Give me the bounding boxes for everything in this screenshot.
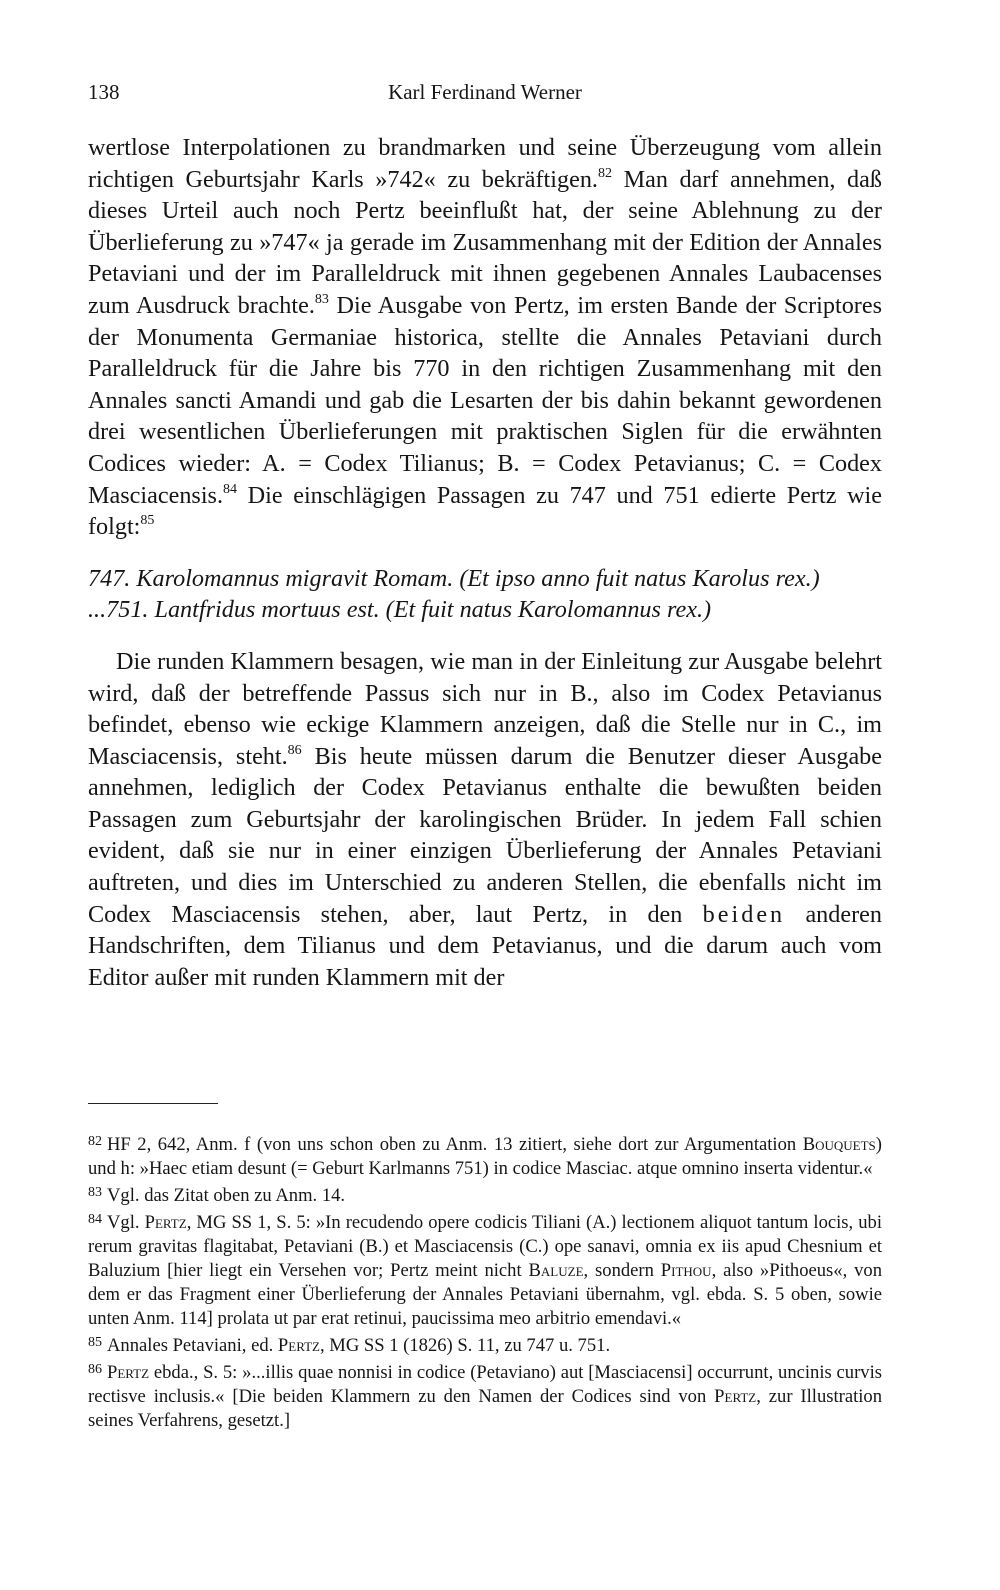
footnote-ref-82: 82 <box>597 164 612 181</box>
author-name: Baluze <box>528 1260 584 1282</box>
footnote-ref-86: 86 <box>287 741 302 758</box>
paragraph-1 <box>88 132 882 543</box>
author-name: Pithou <box>660 1260 712 1282</box>
text-run: ebda., S. 5: »...illis quae nonnisi in codice (Petaviano) aut [Masciacensi] occurrunt, uncinis curvis rectisve inclusis.« [Die beiden Klammern zu den Namen der Codices sind von <box>88 1362 882 1408</box>
paragraph-2 <box>88 646 882 994</box>
text-run: anderen Handschriften, dem Tilianus und dem Petavianus, und die darum auch vom Editor außer mit runden Klammern mit der <box>88 900 882 991</box>
footnotes <box>88 1130 882 1434</box>
page-number: 138 <box>88 80 120 104</box>
text-run: Vgl. <box>107 1211 145 1233</box>
main-text <box>88 132 882 993</box>
running-head: Karl Ferdinand Werner <box>388 80 582 104</box>
footnote-84 <box>88 1208 882 1331</box>
text-run: , zur Illustration seines Verfahrens, gesetzt.] <box>88 1386 883 1432</box>
footnote-number: 84 <box>88 1212 102 1228</box>
footnote-ref-85: 85 <box>140 512 155 529</box>
text-run: Annales Petaviani, ed. <box>107 1335 278 1357</box>
text-run: wertlose Interpolationen zu brandmarken und seine Überzeugung vom allein richtigen Geburtsjahr Karls »742« zu bekräftigen. <box>88 134 882 193</box>
text-run: Man darf annehmen, daß dieses Urteil auch noch Pertz beeinflußt hat, der seine Ablehnung zu der Überlieferung zu »747« ja gerade im Zusammenhang mit der Edition der Annales Petaviani und der im Paralleldruck mit ihnen gegebenen Annales Laubacenses zum Ausdruck brachte. <box>88 165 882 319</box>
quote-line-751: ...751. Lantfridus mortuus est. (Et fuit natus Karolomannus rex.) <box>88 596 712 624</box>
text-run: , also »Pithoeus«, von dem er das Fragment einer Überlieferung der Annales Petaviani übernahm, vgl. ebda. S. 5 oben, sowie unten Anm. 114] prolata ut par erat retinui, paucissima meo arbitrio emendavi.« <box>88 1260 882 1330</box>
author-name: Pertz <box>714 1386 757 1408</box>
footnote-85 <box>88 1331 882 1358</box>
footnote-83 <box>88 1181 882 1208</box>
text-run: , MG SS 1 (1826) S. 11, zu 747 u. 751. <box>319 1335 611 1357</box>
footnote-ref-84: 84 <box>223 480 238 497</box>
author-name: Pertz <box>277 1335 320 1357</box>
text-run: Bis heute müssen darum die Benutzer dieser Ausgabe annehmen, lediglich der Codex Petavianus enthalte die bewußten beiden Passagen zum Geburtsjahr der karolingischen Brüder. In jedem Fall schien evident, daß sie nur in einer einzigen Überlieferung der Annales Petaviani auftreten, und dies im Unterschied zu anderen Stellen, die ebenfalls nicht im Codex Masciacensis stehen, aber, laut Pertz, in den <box>88 742 883 928</box>
author-name: Pertz <box>107 1362 150 1384</box>
author-name: Pertz <box>144 1211 187 1233</box>
text-run: ) und h: »Haec etiam desunt (= Geburt Karlmanns 751) in codice Masciac. atque omnino inserta videntur.« <box>88 1133 882 1179</box>
footnote-82 <box>88 1130 882 1181</box>
text-run: , MG SS 1, S. 5: »In recudendo opere codicis Tiliani (A.) lectionem aliquot tantum locis, ubi rerum gravitas flagitabat, Petaviani (B.) et Masciacensis (C.) ope sanavi, omnia ex iis apud Chesnium et Baluzium [hier liegt ein Versehen vor; Pertz meint nicht <box>88 1211 883 1282</box>
footnote-number: 86 <box>88 1362 102 1378</box>
emphasized-word: beiden <box>702 900 786 928</box>
text-run: HF 2, 642, Anm. f (von uns schon oben zu Anm. 13 zitiert, siehe dort zur Argumentation <box>107 1133 803 1155</box>
footnote-number: 85 <box>88 1335 102 1351</box>
text-run: , sondern <box>583 1260 661 1282</box>
footnote-ref-83: 83 <box>314 291 329 308</box>
author-name: Bouquets <box>802 1133 876 1155</box>
quote-line-747: 747. Karolomannus migravit Romam. (Et ipso anno fuit natus Karolus rex.) <box>88 564 820 592</box>
text-run: Die Ausgabe von Pertz, im ersten Bande der Scriptores der Monumenta Germaniae historica, stellte die Annales Petaviani durch Paralleldruck für die Jahre bis 770 in den richtigen Zusammenhang mit den Annales sancti Amandi und gab die Lesarten der bis dahin bekannt gewordenen drei wesentlichen Überlieferungen mit praktischen Siglen für die erwähnten Codices wieder: A. = Codex Tilianus; B. = Codex Petavianus; C. = Codex Masciacensis. <box>88 291 883 509</box>
footnote-divider <box>88 1103 218 1104</box>
footnote-number: 82 <box>88 1134 102 1149</box>
footnote-number: 83 <box>88 1185 102 1201</box>
text-run: Vgl. das Zitat oben zu Anm. 14. <box>107 1184 346 1206</box>
footnote-86 <box>88 1358 882 1433</box>
text-run: Die einschlägigen Passagen zu 747 und 751 edierte Pertz wie folgt: <box>88 481 882 541</box>
text-run: Die runden Klammern besagen, wie man in der Einleitung zur Ausgabe belehrt wird, daß der betreffende Passus sich nur in B., also im Codex Petavianus befindet, ebenso wie eckige Klammern anzeigen, daß die Stelle nur in C., im Masciacensis, steht. <box>88 647 882 770</box>
page-header <box>88 72 882 106</box>
block-quote <box>88 563 882 626</box>
